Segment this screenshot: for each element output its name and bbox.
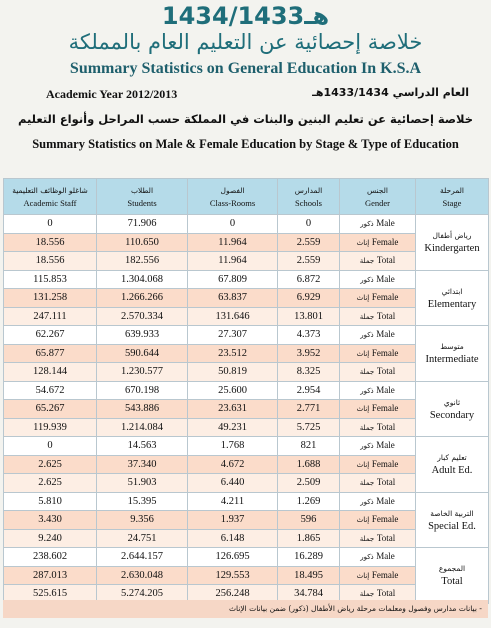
cell-classrooms: 256.248 [188, 585, 278, 604]
cell-gender [340, 215, 416, 234]
cell-academic-staff: 287.013 [4, 566, 97, 585]
cell-gender [340, 252, 416, 271]
gender-label-ar: جملة [359, 257, 375, 266]
gender-label-ar: ذكور [360, 331, 374, 340]
gender-label-ar: إناث [356, 516, 370, 525]
table-row [4, 270, 489, 289]
stage-label-ar: تعليم كبار [437, 453, 467, 463]
cell-academic-staff: 128.144 [4, 363, 97, 382]
table-row [4, 326, 489, 345]
cell-academic-staff: 131.258 [4, 289, 97, 308]
gender-label-ar: جملة [359, 368, 375, 377]
cell-academic-staff: 65.877 [4, 344, 97, 363]
cell-classrooms: 11.964 [188, 252, 278, 271]
cell-students: 1.266.266 [97, 289, 188, 308]
gender-label-ar: جملة [359, 590, 375, 599]
gender-label-en: Male [376, 551, 395, 562]
cell-academic-staff: 65.267 [4, 400, 97, 419]
gender-label-ar: إناث [356, 460, 370, 469]
gender-label-en: Female [371, 292, 399, 303]
stage-label-en: Adult Ed. [431, 465, 473, 477]
table-row [4, 548, 489, 567]
cell-students: 71.906 [97, 215, 188, 234]
cell-academic-staff: 3.430 [4, 511, 97, 530]
stage-label-ar: ثانوي [443, 397, 461, 407]
gender-label-en: Female [371, 514, 399, 525]
hijri-year-heading: 1434/1433هـ [161, 2, 330, 30]
cell-students: 543.886 [97, 400, 188, 419]
cell-students: 5.274.205 [97, 585, 188, 604]
table-row [4, 215, 489, 234]
gender-label-ar: إناث [356, 294, 370, 303]
cell-schools: 3.952 [278, 344, 340, 363]
cell-classrooms: 25.600 [188, 381, 278, 400]
cell-classrooms: 4.672 [188, 455, 278, 474]
cell-schools: 821 [278, 437, 340, 456]
cell-classrooms: 63.837 [188, 289, 278, 308]
cell-schools: 596 [278, 511, 340, 530]
cell-gender [340, 344, 416, 363]
cell-classrooms: 27.307 [188, 326, 278, 345]
cell-gender [340, 511, 416, 530]
cell-academic-staff: 525.615 [4, 585, 97, 604]
cell-classrooms: 49.231 [188, 418, 278, 437]
cell-classrooms: 131.646 [188, 307, 278, 326]
cell-gender [340, 307, 416, 326]
stage-label-en: Kindergarten [424, 243, 480, 255]
gender-label-ar: ذكور [360, 497, 374, 506]
gender-label-en: Male [376, 440, 395, 451]
cell-stage [416, 381, 489, 437]
table-row [4, 437, 489, 456]
cell-schools: 4.373 [278, 326, 340, 345]
cell-schools: 5.725 [278, 418, 340, 437]
academic-year-ar: العام الدراسي 1433/1434هـ [312, 86, 469, 99]
arabic-title: خلاصة إحصائية عن التعليم العام بالمملكة [68, 30, 423, 54]
cell-academic-staff: 18.556 [4, 252, 97, 271]
cell-classrooms: 23.631 [188, 400, 278, 419]
gender-label-en: Male [376, 273, 395, 284]
column-header-classrooms: الفصول Class-Rooms [188, 179, 278, 215]
cell-students: 590.644 [97, 344, 188, 363]
cell-classrooms: 0 [188, 215, 278, 234]
cell-students: 1.230.577 [97, 363, 188, 382]
gender-label-ar: ذكور [360, 220, 374, 229]
cell-classrooms: 11.964 [188, 233, 278, 252]
column-header-schools: المدارس Schools [278, 179, 340, 215]
cell-stage [416, 215, 489, 271]
gender-label-en: Total [376, 532, 396, 543]
cell-schools: 2.954 [278, 381, 340, 400]
cell-gender [340, 289, 416, 308]
stage-label-ar: ابتدائي [441, 286, 463, 296]
cell-stage [416, 492, 489, 548]
stage-label-ar: التربية الخاصة [430, 508, 474, 518]
cell-gender [340, 455, 416, 474]
stage-label-ar: رياض أطفال [432, 231, 472, 241]
cell-students: 670.198 [97, 381, 188, 400]
cell-schools: 16.289 [278, 548, 340, 567]
gender-label-ar: ذكور [360, 442, 374, 451]
cell-classrooms: 67.809 [188, 270, 278, 289]
column-header-stage: المرحلة Stage [416, 179, 489, 215]
gender-label-en: Male [376, 384, 395, 395]
gender-label-ar: ذكور [360, 275, 374, 284]
cell-gender [340, 381, 416, 400]
cell-academic-staff: 5.810 [4, 492, 97, 511]
gender-label-ar: جملة [359, 423, 375, 432]
cell-gender [340, 492, 416, 511]
cell-academic-staff: 0 [4, 437, 97, 456]
cell-stage [416, 326, 489, 382]
cell-schools: 2.559 [278, 252, 340, 271]
cell-gender [340, 400, 416, 419]
cell-academic-staff: 18.556 [4, 233, 97, 252]
cell-academic-staff: 0 [4, 215, 97, 234]
table-header-row [4, 179, 489, 215]
cell-students: 15.395 [97, 492, 188, 511]
academic-year-en: Academic Year 2012/2013 [46, 87, 178, 101]
cell-gender [340, 418, 416, 437]
cell-classrooms: 4.211 [188, 492, 278, 511]
cell-students: 1.304.068 [97, 270, 188, 289]
gender-label-en: Female [371, 569, 399, 580]
cell-schools: 1.269 [278, 492, 340, 511]
cell-gender [340, 474, 416, 493]
gender-label-ar: جملة [359, 534, 375, 543]
cell-schools: 8.325 [278, 363, 340, 382]
gender-label-en: Total [376, 255, 396, 266]
cell-schools: 18.495 [278, 566, 340, 585]
cell-schools: 13.801 [278, 307, 340, 326]
gender-label-ar: جملة [359, 312, 375, 321]
cell-gender [340, 437, 416, 456]
gender-label-ar: إناث [356, 238, 370, 247]
cell-gender [340, 566, 416, 585]
gender-label-en: Total [376, 477, 396, 488]
stage-label-en: Secondary [429, 409, 475, 421]
cell-gender [340, 529, 416, 548]
gender-label-ar: جملة [359, 479, 375, 488]
gender-label-en: Male [376, 495, 395, 506]
cell-academic-staff: 62.267 [4, 326, 97, 345]
gender-label-en: Female [371, 347, 399, 358]
gender-label-en: Female [371, 236, 399, 247]
statistics-table [3, 178, 489, 604]
cell-stage [416, 548, 489, 604]
column-header-staff: شاغلو الوظائف التعليمية Academic Staff [4, 179, 97, 215]
cell-academic-staff: 54.672 [4, 381, 97, 400]
column-header-gender: الجنس Gender [340, 179, 416, 215]
stage-label-en: Total [441, 576, 463, 588]
stage-label-ar: متوسط [440, 342, 464, 352]
cell-schools: 1.688 [278, 455, 340, 474]
cell-academic-staff: 238.602 [4, 548, 97, 567]
gender-label-ar: إناث [356, 405, 370, 414]
cell-academic-staff: 2.625 [4, 474, 97, 493]
cell-stage [416, 437, 489, 493]
cell-schools: 2.509 [278, 474, 340, 493]
gender-label-ar: ذكور [360, 553, 374, 562]
cell-students: 110.650 [97, 233, 188, 252]
cell-academic-staff: 119.939 [4, 418, 97, 437]
cell-schools: 1.865 [278, 529, 340, 548]
cell-academic-staff: 9.240 [4, 529, 97, 548]
cell-students: 1.214.084 [97, 418, 188, 437]
gender-label-en: Male [376, 329, 395, 340]
stage-label-en: Elementary [427, 298, 477, 310]
cell-stage [416, 270, 489, 326]
cell-gender [340, 363, 416, 382]
footnote: - بيانات مدارس وفصول ومعلمات مرحلة رياض الأطفال (ذكور) ضمن بيانات الإناث [3, 600, 488, 618]
arabic-subtitle: خلاصة إحصائية عن تعليم البنين والبنات في المملكة حسب المراحل وأنواع التعليم [17, 112, 474, 126]
cell-students: 2.630.048 [97, 566, 188, 585]
table-row [4, 492, 489, 511]
cell-students: 37.340 [97, 455, 188, 474]
table-body [4, 215, 489, 604]
cell-academic-staff: 115.853 [4, 270, 97, 289]
cell-classrooms: 50.819 [188, 363, 278, 382]
english-title: Summary Statistics on General Education In K.S.A [69, 60, 422, 77]
english-subtitle: Summary Statistics on Male & Female Education by Stage & Type of Education [32, 137, 459, 151]
cell-students: 2.570.334 [97, 307, 188, 326]
cell-students: 51.903 [97, 474, 188, 493]
cell-classrooms: 1.768 [188, 437, 278, 456]
cell-gender [340, 326, 416, 345]
cell-classrooms: 6.440 [188, 474, 278, 493]
cell-students: 2.644.157 [97, 548, 188, 567]
gender-label-en: Total [376, 588, 396, 599]
cell-schools: 6.872 [278, 270, 340, 289]
cell-schools: 2.771 [278, 400, 340, 419]
cell-students: 182.556 [97, 252, 188, 271]
cell-gender [340, 270, 416, 289]
column-header-students: الطلاب Students [97, 179, 188, 215]
table-row [4, 381, 489, 400]
cell-classrooms: 23.512 [188, 344, 278, 363]
cell-academic-staff: 247.111 [4, 307, 97, 326]
gender-label-en: Total [376, 421, 396, 432]
gender-label-en: Total [376, 366, 396, 377]
cell-schools: 2.559 [278, 233, 340, 252]
cell-students: 24.751 [97, 529, 188, 548]
gender-label-ar: ذكور [360, 386, 374, 395]
gender-label-en: Female [371, 458, 399, 469]
cell-students: 639.933 [97, 326, 188, 345]
cell-gender [340, 548, 416, 567]
gender-label-ar: إناث [356, 571, 370, 580]
cell-classrooms: 1.937 [188, 511, 278, 530]
cell-academic-staff: 2.625 [4, 455, 97, 474]
cell-classrooms: 6.148 [188, 529, 278, 548]
cell-schools: 34.784 [278, 585, 340, 604]
cell-schools: 0 [278, 215, 340, 234]
cell-students: 14.563 [97, 437, 188, 456]
gender-label-en: Female [371, 403, 399, 414]
stage-label-en: Intermediate [425, 354, 479, 366]
gender-label-ar: إناث [356, 349, 370, 358]
stage-label-en: Special Ed. [428, 520, 476, 532]
cell-classrooms: 126.695 [188, 548, 278, 567]
cell-schools: 6.929 [278, 289, 340, 308]
stage-label-ar: المجموع [438, 564, 466, 574]
cell-students: 9.356 [97, 511, 188, 530]
gender-label-en: Male [376, 218, 395, 229]
cell-gender [340, 233, 416, 252]
cell-classrooms: 129.553 [188, 566, 278, 585]
gender-label-en: Total [376, 310, 396, 321]
